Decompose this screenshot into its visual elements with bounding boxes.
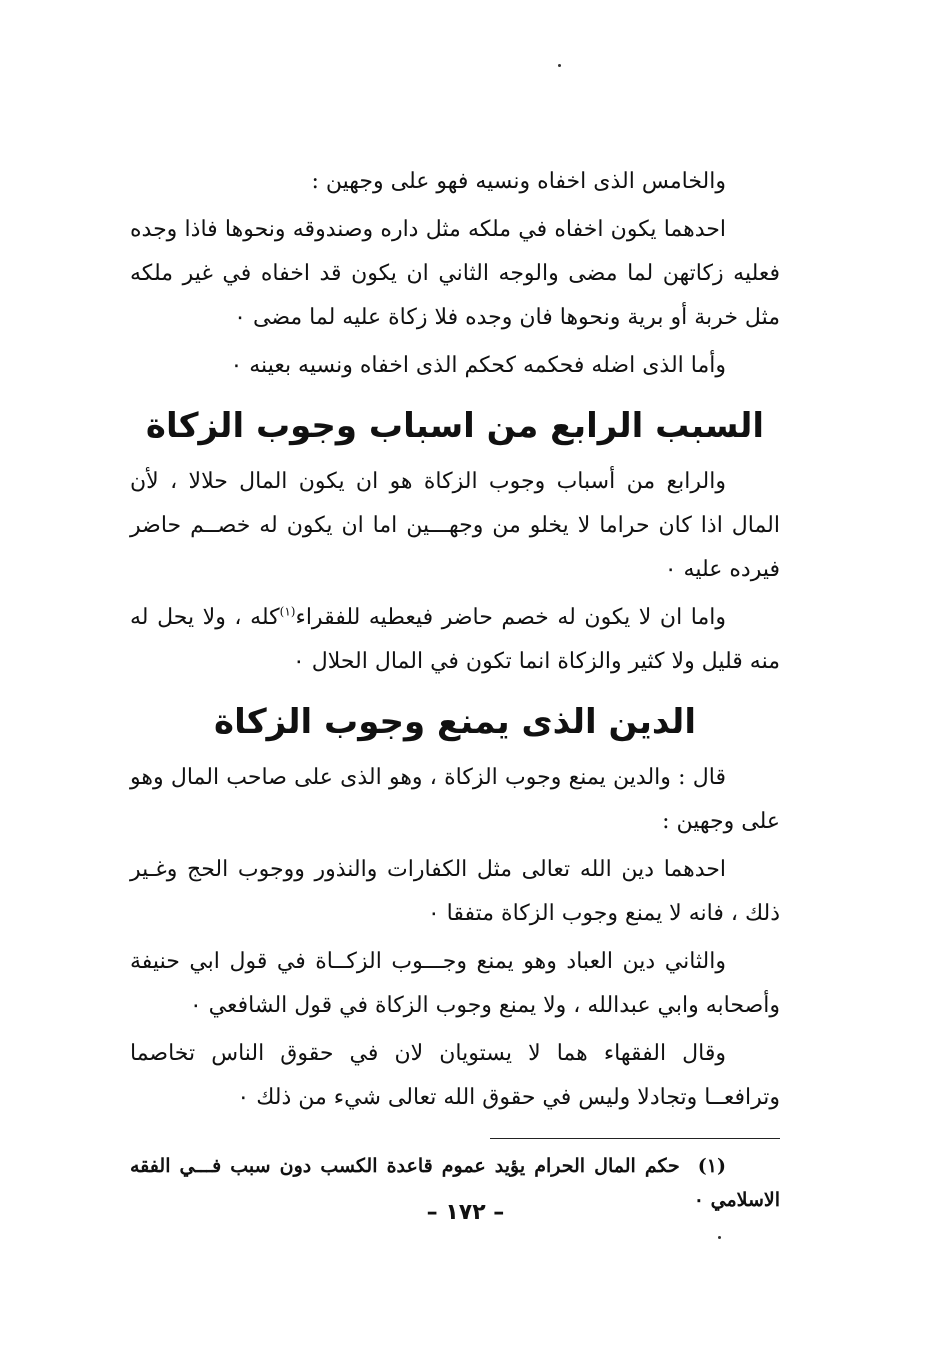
paragraph-jurists-view: وقال الفقهاء هما لا يستويان لان في حقوق الناس تخاصما وترافعــا وتجادلا وليس في حقوق الله تعالى شيء من ذلك ٠ bbox=[130, 1041, 780, 1110]
page-number: – ١٧٢ – bbox=[426, 1200, 505, 1225]
footnote-divider bbox=[490, 1138, 780, 1139]
paragraph-lost-wealth: وأما الذى اضله فحكمه كحكم الذى اخفاه ونسيه بعينه ٠ bbox=[230, 353, 726, 378]
paragraph-fifth-case-intro: والخامس الذى اخفاه ونسيه فهو على وجهين : bbox=[311, 169, 726, 194]
section-heading-debt: الدين الذى يمنع وجوب الزكاة bbox=[214, 702, 696, 742]
paragraph-debt-intro: قال : والدين يمنع وجوب الزكاة ، وهو الذى على صاحب المال وهو على وجهين : bbox=[130, 765, 780, 834]
paragraph-no-adversary-start: واما ان لا يكون له خصم حاضر فيعطيه للفقراء bbox=[295, 605, 726, 630]
paragraph-debt-to-god: احدهما دين الله تعالى مثل الكفارات والنذور ووجوب الحج وغـير ذلك ، فانه لا يمنع وجوب الزكاة متفقا ٠ bbox=[130, 857, 780, 926]
scan-speck-bottom bbox=[718, 1236, 721, 1239]
paragraph-no-adversary-end: كله ، ولا يحل له منه قليل ولا كثير والزكاة انما تكون في المال الحلال ٠ bbox=[130, 605, 780, 674]
paragraph-hidden-wealth: احدهما يكون اخفاه في ملكه مثل داره وصندوقه ونحوها فاذا وجده فعليه زكاتهن لما مضى والوجه الثاني ان يكون قد اخفاه في غير ملكه مثل خربة أو برية ونحوها فان وجده فلا زكاة عليه لما مضى ٠ bbox=[130, 217, 780, 330]
footnote-reference: (١) bbox=[279, 604, 296, 619]
footnote-text: حكم المال الحرام يؤيد عموم قاعدة الكسب دون سبب فـــي الفقه الاسلامي ٠ bbox=[130, 1155, 780, 1211]
paragraph-lawful-wealth: والرابع من أسباب وجوب الزكاة هو ان يكون المال حلالا ، لأن المال اذا كان حراما لا يخلو من وجهـــين اما ان يكون له خصــم حاضر فيرده عليه ٠ bbox=[130, 469, 780, 582]
paragraph-debt-to-people: والثاني دين العباد وهو يمنع وجـــوب الزكــاة في قول ابي حنيفة وأصحابه وابي عبدالله ، ولا يمنع وجوب الزكاة في قول الشافعي ٠ bbox=[130, 949, 780, 1018]
section-debt bbox=[130, 756, 780, 1120]
footnote-marker: (١) bbox=[697, 1155, 726, 1177]
scan-speck-top bbox=[558, 64, 561, 67]
section-heading-fourth-cause: السبب الرابع من اسباب وجوب الزكاة bbox=[145, 406, 765, 446]
section-fifth-case bbox=[130, 160, 780, 388]
paragraph-no-adversary bbox=[130, 596, 780, 684]
document-page bbox=[130, 160, 780, 1217]
section-fourth-cause bbox=[130, 460, 780, 684]
